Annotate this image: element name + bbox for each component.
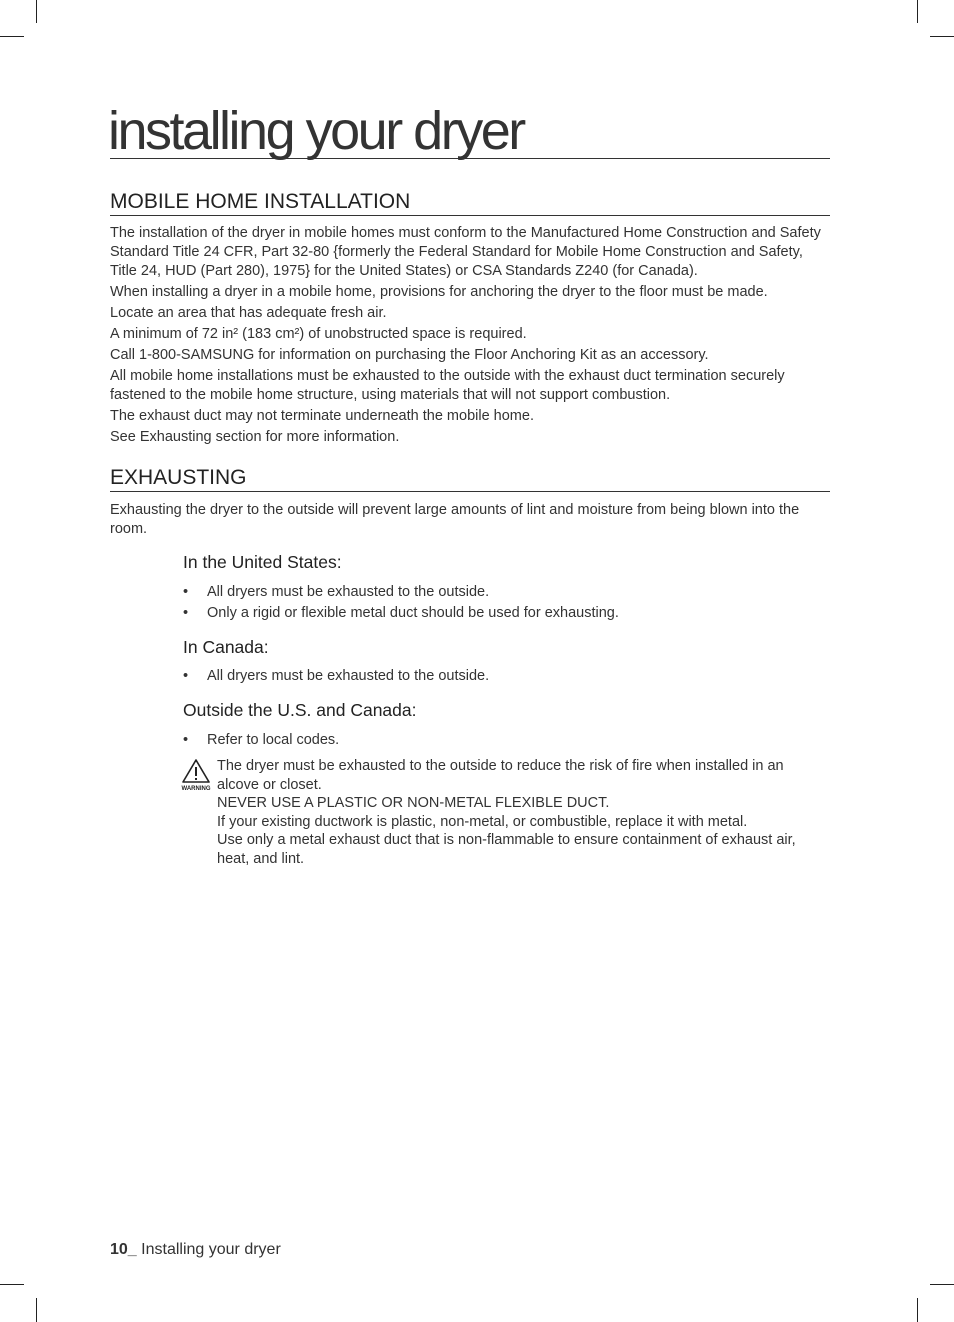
mobile-paragraph-see-exhausting: See Exhausting section for more information. xyxy=(110,429,400,445)
subheading-canada: In Canada: xyxy=(183,637,269,657)
warning-line-replace-with-metal: If your existing ductwork is plastic, non-metal, or combustible, replace it with metal. xyxy=(217,813,748,830)
mobile-paragraph-exhaust-outside: All mobile home installations must be exhausted to the outside with the exhaust duct termination securely fastened to the mobile home structure, using materials that will not support combustion. xyxy=(110,368,785,403)
warning-label: WARNING xyxy=(181,786,211,792)
warning-line-never-use-plastic: NEVER USE A PLASTIC OR NON-METAL FLEXIBLE DUCT. xyxy=(217,795,610,811)
crop-mark-bottom-right-vertical xyxy=(917,1298,918,1322)
crop-mark-top-left-horizontal xyxy=(0,36,24,37)
warning-triangle-icon xyxy=(178,758,214,792)
bullet-marker: • xyxy=(183,584,189,600)
page-title-rule xyxy=(108,101,830,161)
crop-mark-bottom-right-horizontal xyxy=(930,1284,954,1285)
page-number: 10_ xyxy=(110,1241,137,1258)
warning-line-non-flammable: Use only a metal exhaust duct that is non-flammable to ensure containment of exhaust air, heat, and lint. xyxy=(217,832,796,867)
warning-line-risk-of-fire: The dryer must be exhausted to the outside to reduce the risk of fire when installed in an alcove or closet. xyxy=(217,758,784,793)
bullet-marker: • xyxy=(183,668,189,684)
subheading-united-states: In the United States: xyxy=(183,552,342,572)
bullet-marker: • xyxy=(183,732,189,748)
subheading-outside-us-canada: Outside the U.S. and Canada: xyxy=(183,700,417,720)
footer-label: Installing your dryer xyxy=(136,1241,281,1258)
crop-mark-bottom-left-horizontal xyxy=(0,1284,24,1285)
mobile-paragraph-anchoring-kit: Call 1-800-SAMSUNG for information on purchasing the Floor Anchoring Kit as an accessory. xyxy=(110,347,709,363)
warning-icon xyxy=(178,758,214,792)
list-item-text: Refer to local codes. xyxy=(207,732,340,748)
mobile-paragraph-anchoring: When installing a dryer in a mobile home, provisions for anchoring the dryer to the floor must be made. xyxy=(110,284,768,300)
bullet-marker: • xyxy=(183,605,189,621)
warning-text-block xyxy=(217,757,829,868)
exhausting-intro: Exhausting the dryer to the outside will prevent large amounts of lint and moisture from being blown into the room. xyxy=(110,502,800,537)
section-heading-mobile-home: MOBILE HOME INSTALLATION xyxy=(110,190,830,216)
mobile-paragraph-fresh-air: Locate an area that has adequate fresh air. xyxy=(110,305,387,321)
list-item-text: Only a rigid or flexible metal duct should be used for exhausting. xyxy=(207,605,619,621)
page-footer xyxy=(110,1240,281,1260)
crop-mark-top-right-horizontal xyxy=(930,36,954,37)
mobile-paragraph-standards: The installation of the dryer in mobile homes must conform to the Manufactured Home Construction and Safety Standard Title 24 CFR, Part 32-80 {formerly the Federal Standard for Mobile Home Construction and Safety, Title 24, HUD (Part 280), 1975} for the United States) or CSA Standards Z240 (for Canada). xyxy=(110,225,821,279)
section-heading-exhausting: EXHAUSTING xyxy=(110,466,830,492)
crop-mark-bottom-left-vertical xyxy=(36,1298,37,1322)
list-item-text: All dryers must be exhausted to the outside. xyxy=(207,668,490,684)
crop-mark-top-left-vertical xyxy=(36,0,37,23)
list-item-text: All dryers must be exhausted to the outside. xyxy=(207,584,490,600)
mobile-paragraph-space: A minimum of 72 in² (183 cm²) of unobstructed space is required. xyxy=(110,326,527,342)
crop-mark-top-right-vertical xyxy=(917,0,918,23)
page-title: installing your dryer xyxy=(108,101,524,161)
mobile-paragraph-no-underneath: The exhaust duct may not terminate underneath the mobile home. xyxy=(110,408,534,424)
